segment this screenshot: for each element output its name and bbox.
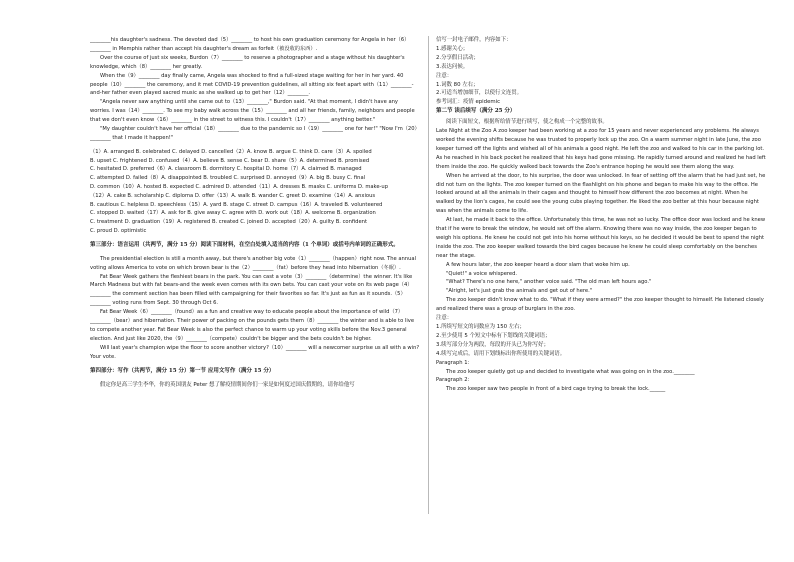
grammar-passage xyxy=(90,255,420,362)
option-line: C. proud D. optimistic xyxy=(90,228,147,235)
option-line: C. stopped D. waited（17）A. ask for B. give away C. agree with D. work out（18）A. welcome B. organization xyxy=(90,210,376,217)
cloze-passage xyxy=(90,36,420,143)
section-instruction: 阅读下面短文，根据所给情节进行续写，使之构成一个完整的故事。 xyxy=(446,119,608,126)
paragraph-start: The zoo keeper saw two people in front of a bird cage trying to break the lock.______ xyxy=(446,386,666,393)
paragraph: Will last year's champion wipe the floor to score another victory?（10）________ will a newcomer surprise us all with a win? Your vote. xyxy=(90,344,420,360)
letter-point: 2.分享假日活动； xyxy=(436,54,479,61)
paragraph-label: Paragraph 2： xyxy=(436,377,473,384)
letter-point: 1.感谢关心； xyxy=(436,45,469,52)
paragraph: Fat Bear Week（6）________（found）as a fun and creative way to educate people about the importance of wild（7）________（bear）and hibernation. Their power of packing on the pounds gets them（8）________ the winter and is able to live to compete another year. Fat Bear Week is also the perfect chance to warm up your voting skills before the Nov.3 general election. And just like 2020, the（9）________（compete）couldn't be bigger and the bets couldn't be higher. xyxy=(90,309,415,342)
option-line: D. common（10）A. hosted B. expected C. admired D. attended（11）A. dresses B. masks C. uniforms D. make-up xyxy=(90,184,389,191)
paragraph: "Quiet!" a voice whispered. xyxy=(446,270,518,277)
paragraph: Fat Bear Week gathers the fleshiest bears in the park. You can cast a vote（3）________（determine）the winner. It's like March Madness but with fat bears-and the week even comes with its own bets. You can cast your vote on its web page（4）________ the comment section has been filled with campaigning for their favorites so far. It's just as fun as it sounds.（5）________ voting runs from Sept. 30 through Oct 6. xyxy=(90,273,413,307)
paragraph: When the（9）________ day finally came, Angela was shocked to find a full-sized stage waiting for her in her yard. 40 people（10）________ the ceremony, and it met COVID-19 prevention guidelines, all sitting six feet apart with（11）________-and-her father even played sacred music as she walked up to get her（12）________. xyxy=(90,72,414,97)
paragraph: "Alright, let's just grab the animals and get out of here." xyxy=(446,288,593,295)
story-passage xyxy=(436,127,766,314)
paragraph: When he arrived at the door, to his surprise, the door was unlocked. In fear of setting off the alarm that he had just set, he did not turn on the lights. The zoo keeper turned on the flashlight on his phone and began to make his way to the office. He looked around at all the animals in their cages and thought to himself how different the zoo becomes at night. When he walked by the lion's cages, he could see the young cubs playing together. He liked the zoo better at this hour because night was when the animals come to life. xyxy=(436,172,766,215)
paragraph: "What? There's no one here," another voice said. "The old man left hours ago." xyxy=(446,279,652,286)
notes-label: 注意： xyxy=(436,72,453,79)
paragraph: Late Night at the Zoo A zoo keeper had been working at a zoo for 15 years and never experienced any problems. He always worked the evening shifts because he was trusted to properly lock up the zoo. On a warm summer night in late June, the zoo keeper turned off the lights and wished all of his animals a good night. He left the zoo and walked to his car in the parking lot. As he reached in his back pocket he realized that his keys had gone missing. He rapidly turned around and realized he had left them inside the zoo. He quickly walked back towards the Zoo's entrance hoping he would see them along the way. xyxy=(436,128,766,170)
section-heading: 第四部分：写作（共两节，满分 15 分）第一节 应用文写作（满分 15 分） xyxy=(90,367,275,374)
paragraph: ________his daughter's sadness. The devoted dad（5）________ to host his own graduation ceremony for Angela in her（6）________ in Memphis rather than accept his daughter's dream as forfeit（被没收的东西）. xyxy=(90,37,410,52)
paragraph: A few hours later, the zoo keeper heard a door slam that woke him up. xyxy=(446,261,630,268)
option-line: （12）A. cake B. scholarship C. diploma D. offer（13）A. walk B. wander C. greet D. examine（14）A. anxious xyxy=(90,192,376,199)
section-heading: 第二节 读后续写（满分 25 分） xyxy=(436,108,516,115)
option-line: B. upset C. frightened D. confused（4）A. believe B. sense C. bear D. share（5）A. determined B. promised xyxy=(90,157,370,164)
cloze-options xyxy=(90,148,420,236)
notes-label: 注意： xyxy=(436,315,453,322)
note-item: 2.至少使用 5 个短文中标有下划线的关键词语； xyxy=(436,332,551,339)
note-item: 3.续写部分分为两段，每段的开头已为你写好； xyxy=(436,341,549,348)
letter-point: 3.表达问候。 xyxy=(436,63,469,70)
paragraph-start: The zoo keeper quietly got up and decided to investigate what was going on in the zoo.________ xyxy=(446,368,695,375)
left-column xyxy=(90,36,420,526)
paragraph: The zoo keeper didn't know what to do. "What if they were armed?" the zoo keeper thought to himself. He listened closely and realized there was a group of burglars in the zoo. xyxy=(436,297,764,313)
note-item: 4.续写完成后，请用下划线标出你所使用的关键词语。 xyxy=(436,350,566,357)
note-item: 1.词数 80 左右； xyxy=(436,81,479,88)
right-column xyxy=(436,36,766,526)
option-line: C. hesitated D. preferred（6）A. classroom B. dormitory C. hospital D. home（7）A. claimed B. managed xyxy=(90,166,362,173)
option-line: B. cautious C. helpless D. speechless（15）A. yard B. stage C. street D. campus（16）A. traveled B. volunteered xyxy=(90,201,383,208)
paragraph: At last, he made it back to the office. Unfortunately this time, he was not so lucky. The office door was locked and he knew that if he were to break the window, he would set off the alarm. Knowing there was no way inside, the zoo keeper began to weigh his options. He knew he could not get into his home without his keys, so he decided it would be best to spend the night inside the zoo. The zoo keeper walked towards the bird cages because he knew he could sleep comfortably on the benches near the stage. xyxy=(436,217,766,259)
note-item: 2.可适当增加细节，以使行文连贯。 xyxy=(436,90,523,97)
vocab-reference: 参考词汇：疫情 epidemic xyxy=(436,99,501,106)
paragraph: Over the course of just six weeks, Burdon（7）________ to reserve a photographer and a stage without his daughter's knowledge, which（8）________ her greatly. xyxy=(90,54,405,70)
paragraph-label: Paragraph 1： xyxy=(436,359,473,366)
note-item: 1.所续写短文的词数应为 150 左右； xyxy=(436,324,525,330)
paragraph: The presidential election is still a month away, but there's another big vote（1）________（happen）right now. The annual voting allows America to vote on which brown bear is the（2）________（fat）before they head into hibernation（冬眠）. xyxy=(90,255,417,271)
paragraph: "My daughter couldn't have her official（18）________ due to the pandemic so I（19）________ one for her!" "Now I'm（20）________ that I made it happen!" xyxy=(90,126,420,141)
writing-prompt: 假定你是高三学生李华，你的英国朋友 Peter 想了解疫情期间你们一家是如何度过国庆假期的，请你给他写 xyxy=(100,381,355,388)
letter-intro: 信写一封电子邮件，内容如下： xyxy=(436,37,512,43)
option-line: C. treatment D. graduation（19）A. registered B. created C. joined D. accepted（20）A. guilty B. confident xyxy=(90,219,367,226)
column-divider xyxy=(428,36,429,514)
paragraph: "Angela never saw anything until she came out to（13）________," Burdon said. "At that moment, I didn't have any worries. I was（14）________. To see my baby walk across the（15）________ and all her friends, family, neighbors and people that we don't even know（16）________ in the street to witness this. I couldn't（17）________ anything better." xyxy=(90,99,415,124)
option-line: C. attempted D. failed（8）A. disappointed B. troubled C. surprised D. annoyed（9）A. big B. busy C. final xyxy=(90,175,366,182)
option-line: （1）A. arranged B. celebrated C. delayed D. cancelled（2）A. know B. argue C. think D. care（3）A. spoiled xyxy=(90,148,372,155)
section-heading: 第三部分：语言运用（共两节，满分 15 分）阅读下面材料，在空白处填入适当的内容（1 个单词）或括号内单词的正确形式。 xyxy=(90,241,399,248)
